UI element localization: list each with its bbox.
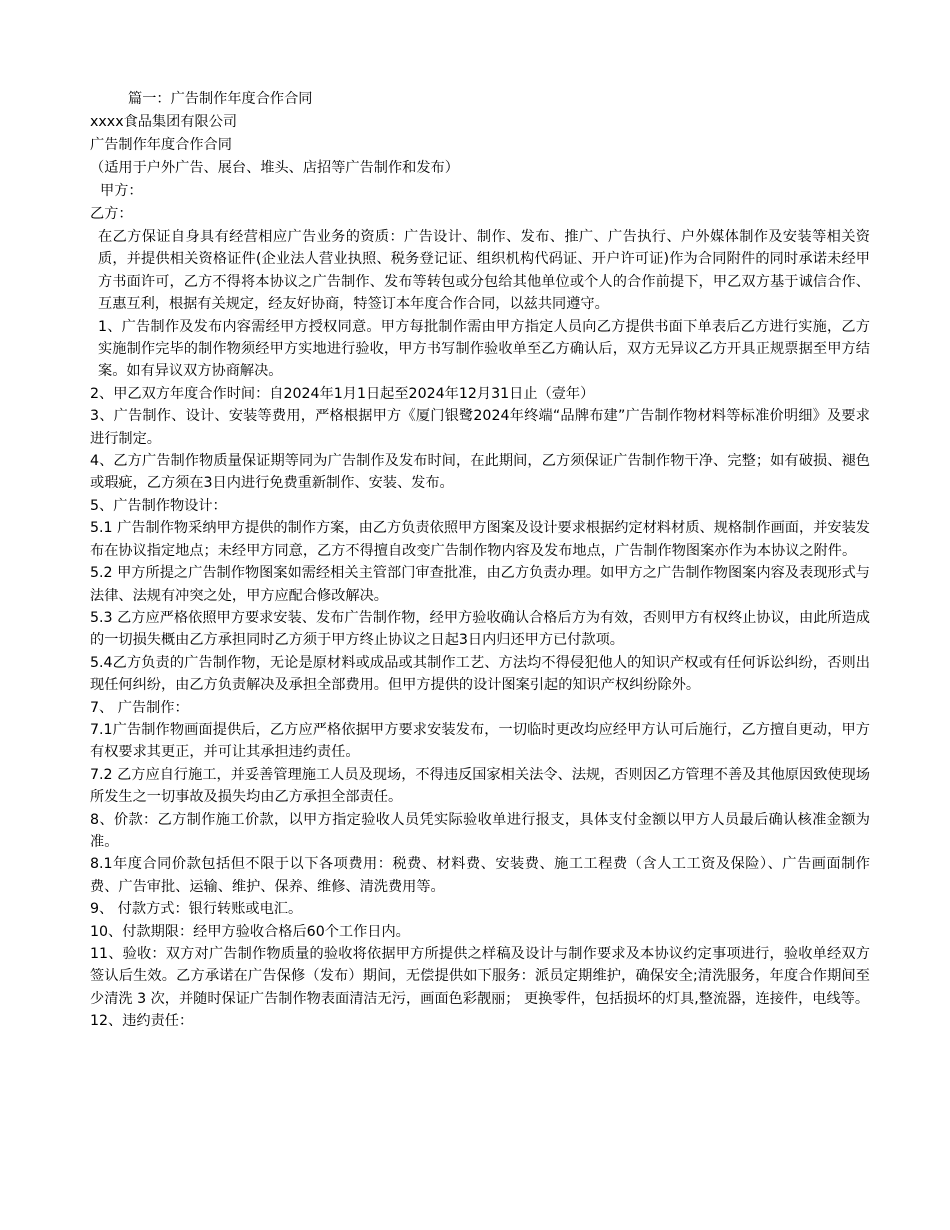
clause-12: 12、违约责任： xyxy=(90,1013,194,1030)
contract-document xyxy=(90,88,870,1033)
clause-9: 9、 付款方式：银行转账或电汇。 xyxy=(90,901,303,918)
clause-5-2: 5.2 甲方所提之广告制作物图案如需经相关主管部门审查批准，由乙方负责办理。如甲方之广告制作物图案内容及表现形式与法律、法规有冲突之处，甲方应配合修改解决。 xyxy=(90,565,870,604)
clause-5-4: 5.4乙方负责的广告制作物，无论是原材料或成品或其制作工艺、方法均不得侵犯他人的知识产权或有任何诉讼纠纷，否则出现任何纠纷，由乙方负责解决及承担全部费用。但甲方提供的设计图案引起的知识产权纠纷除外。 xyxy=(90,654,870,694)
party-a-label: 甲方： xyxy=(100,183,143,199)
clause-8: 8、价款：乙方制作施工价款，以甲方指定验收人员凭实际验收单进行报支，具体支付金额以甲方人员最后确认核准金额为准。 xyxy=(90,811,870,850)
clause-7-2: 7.2 乙方应自行施工，并妥善管理施工人员及现场，不得违反国家相关法令、法规，否则因乙方管理不善及其他原因致使现场所发生之一切事故及损失均由乙方承担全部责任。 xyxy=(90,766,870,806)
clause-11: 11、验收：双方对广告制作物质量的验收将依据甲方所提供之样稿及设计与制作要求及本协议约定事项进行，验收单经双方签认后生效。乙方承诺在广告保修（发布）期间，无偿提供如下服务：派员定期维护，确保安全;清洗服务，年度合作期间至少清洗 3 次，并随时保证广告制作物表面清洁无污，画面色彩靓丽； 更换零件，包括损坏的灯具,整流器，连接件，电线等。 xyxy=(90,946,870,1007)
clause-1: 1、广告制作及发布内容需经甲方授权同意。甲方每批制作需由甲方指定人员向乙方提供书面下单表后乙方进行实施，乙方实施制作完毕的制作物须经甲方实地进行验收，甲方书写制作验收单至乙方确认后，双方无异议乙方开具正规票据至甲方结案。如有异议双方协商解决。 xyxy=(98,318,870,380)
contract-title: 广告制作年度合作合同 xyxy=(90,137,232,153)
clause-7: 7、 广告制作： xyxy=(90,699,189,716)
clause-10: 10、付款期限：经甲方验收合格后60个工作日内。 xyxy=(90,923,410,940)
document-heading: 篇一：广告制作年度合作合同 xyxy=(128,91,313,107)
clause-5: 5、广告制作物设计： xyxy=(90,497,227,514)
clause-2: 2、甲乙双方年度合作时间：自2024年1月1日起至2024年12月31日止（壹年） xyxy=(90,385,595,402)
clause-5-3: 5.3 乙方应严格依照甲方要求安装、发布广告制作物，经甲方验收确认合格后方为有效，否则甲方有权终止协议，由此所造成的一切损失概由乙方承担同时乙方须于甲方终止协议之日起3日内归还甲方已付款项。 xyxy=(90,609,870,649)
contract-scope: （适用于户外广告、展台、堆头、店招等广告制作和发布） xyxy=(90,160,459,176)
party-b-label: 乙方： xyxy=(90,206,133,222)
company-name: xxxx食品集团有限公司 xyxy=(90,114,238,130)
clause-3: 3、广告制作、设计、安装等费用，严格根据甲方《厦门银鹭2024年终端“品牌布建”广告制作物材料等标准价明细》及要求进行制定。 xyxy=(90,408,870,447)
clause-7-1: 7.1广告制作物画面提供后，乙方应严格依据甲方要求安装发布，一切临时更改均应经甲方认可后施行，乙方擅自更动，甲方有权要求其更正，并可让其承担违约责任。 xyxy=(90,721,870,761)
preamble-paragraph: 在乙方保证自身具有经营相应广告业务的资质：广告设计、制作、发布、推广、广告执行、户外媒体制作及安装等相关资质，并提供相关资格证件(企业法人营业执照、税务登记证、组织机构代码证、开户许可证)作为合同附件的同时承诺未经甲方书面许可，乙方不得将本协议之广告制作、发布等转包或分包给其他单位或个人的合作前提下，甲乙双方基于诚信合作、互惠互利，根据有关规定，经友好协商，特签订本年度合作合同，以兹共同遵守。 xyxy=(98,229,870,313)
clause-5-1: 5.1 广告制作物采纳甲方提供的制作方案，由乙方负责依照甲方图案及设计要求根据约定材料材质、规格制作画面，并安装发布在协议指定地点；未经甲方同意，乙方不得擅自改变广告制作物内容及发布地点，广告制作物图案亦作为本协议之附件。 xyxy=(90,520,870,559)
clause-8-1: 8.1年度合同价款包括但不限于以下各项费用：税费、材料费、安装费、施工工程费（含人工工资及保险）、广告画面制作费、广告审批、运输、维护、保养、维修、清洗费用等。 xyxy=(90,856,870,895)
clause-4: 4、乙方广告制作物质量保证期等同为广告制作及发布时间，在此期间，乙方须保证广告制作物干净、完整；如有破损、褪色或瑕疵，乙方须在3日内进行免费重新制作、安装、发布。 xyxy=(90,453,870,492)
